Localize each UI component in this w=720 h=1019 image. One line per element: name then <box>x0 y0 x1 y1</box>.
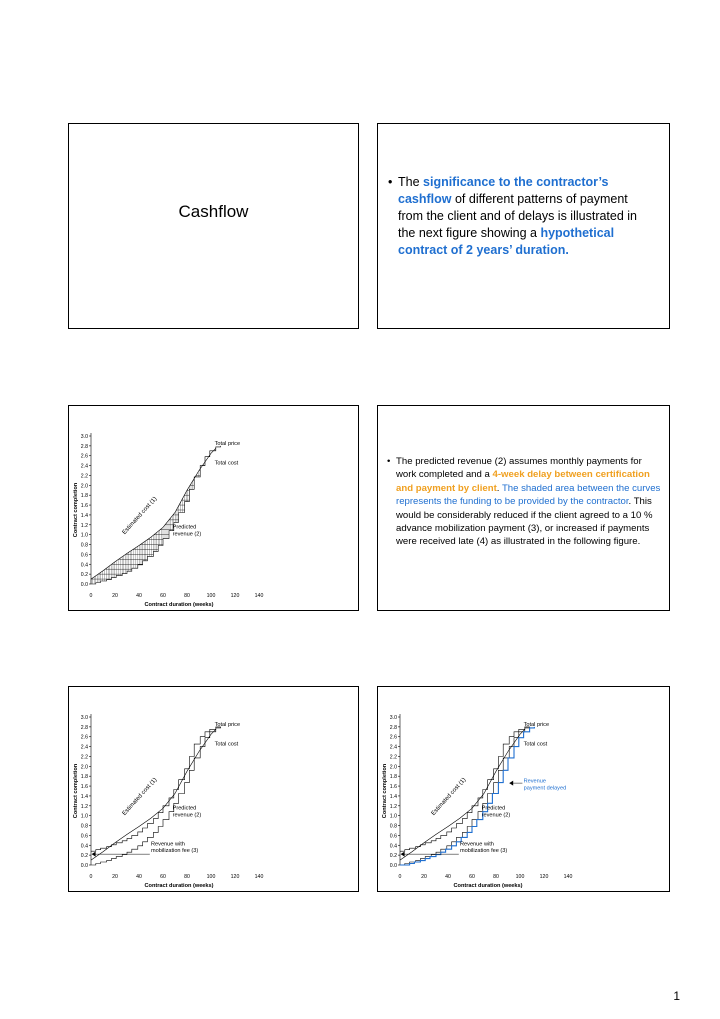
x-tick-label: 60 <box>160 593 166 599</box>
y-tick-label: 0.8 <box>80 823 88 830</box>
mobilization-arrow-head <box>92 852 96 857</box>
page-number: 1 <box>673 989 680 1003</box>
y-tick-label: 1.0 <box>80 532 88 539</box>
y-tick-label: 3.0 <box>389 715 397 721</box>
bullet-segment: significance to the contractor’s cashflow <box>398 175 609 206</box>
bullet-segment: hypothetical contract of 2 years’ duration. <box>398 226 615 257</box>
chart-payment-delayed <box>378 687 669 891</box>
y-tick-label: 3.0 <box>80 715 88 721</box>
x-tick-label: 0 <box>89 593 93 599</box>
slide-2 <box>377 123 670 329</box>
total-cost-label: Total cost <box>214 741 239 748</box>
x-tick-label: 120 <box>539 874 549 880</box>
y-tick-label: 0.2 <box>80 572 88 579</box>
x-tick-label: 40 <box>445 874 451 880</box>
y-tick-label: 2.0 <box>389 764 397 771</box>
predicted-revenue-label: Predicted <box>172 805 197 812</box>
x-tick-label: 20 <box>112 593 118 599</box>
bullet-dot: • <box>388 175 393 189</box>
x-tick-label: 0 <box>398 874 402 880</box>
x-tick-label: 120 <box>230 874 240 880</box>
y-tick-label: 1.4 <box>80 512 88 519</box>
y-tick-label: 2.6 <box>389 734 397 741</box>
x-tick-label: 80 <box>184 874 190 880</box>
y-tick-label: 0.0 <box>80 863 88 869</box>
x-tick-label: 40 <box>136 593 142 599</box>
mobilization-fee-label: Revenue with <box>460 841 494 848</box>
slide-5 <box>68 686 359 892</box>
y-axis-label: Contract completion <box>73 482 79 538</box>
estimated-cost-label: Estimated cost (1) <box>121 496 159 537</box>
y-tick-label: 2.6 <box>80 453 88 460</box>
total-price-label: Total price <box>523 721 550 728</box>
y-tick-label: 2.2 <box>80 473 88 480</box>
x-axis-label: Contract duration (weeks) <box>144 602 214 608</box>
y-tick-label: 0.6 <box>80 833 88 840</box>
y-tick-label: 1.4 <box>80 793 88 800</box>
y-tick-label: 1.8 <box>80 774 88 781</box>
estimated-cost-line <box>91 448 216 579</box>
predicted-revenue-label: revenue (2) <box>172 812 202 819</box>
y-tick-label: 2.4 <box>389 744 397 751</box>
slide-3 <box>68 405 359 611</box>
y-tick-label: 1.6 <box>80 503 88 510</box>
bullet-segment: The <box>398 175 424 189</box>
delayed-arrow-head <box>509 781 513 786</box>
total-price-label: Total price <box>214 721 241 728</box>
x-tick-label: 100 <box>206 593 216 599</box>
payment-delayed-label: Revenue <box>523 778 547 785</box>
payment-delayed-label: payment delayed <box>523 785 567 792</box>
predicted-revenue-label: revenue (2) <box>481 812 511 819</box>
y-tick-label: 2.4 <box>80 463 88 470</box>
estimated-cost-label: Estimated cost (1) <box>121 777 159 818</box>
y-tick-label: 1.2 <box>80 522 88 529</box>
mobilization-fee-label: mobilization fee (3) <box>460 848 508 855</box>
y-tick-label: 2.2 <box>389 754 397 761</box>
y-tick-label: 0.4 <box>80 562 88 569</box>
y-tick-label: 2.2 <box>80 754 88 761</box>
y-tick-label: 1.0 <box>80 813 88 820</box>
y-tick-label: 1.8 <box>389 774 397 781</box>
slide-6 <box>377 686 670 892</box>
y-tick-label: 1.8 <box>80 493 88 500</box>
x-tick-label: 60 <box>469 874 475 880</box>
y-tick-label: 0.0 <box>80 582 88 588</box>
y-tick-label: 0.8 <box>80 542 88 549</box>
chart-mobilization-fee <box>69 687 358 891</box>
y-tick-label: 0.2 <box>389 853 397 860</box>
bullet-segment: . This would be considerably reduced if the client agreed to a 10 % advance mobilization payment (3), or increased if payments were received late (4) as illustrated in the following figure. <box>396 496 653 548</box>
x-tick-label: 20 <box>421 874 427 880</box>
total-cost-label: Total cost <box>214 460 239 467</box>
x-tick-label: 100 <box>515 874 525 880</box>
mobilization-fee-label: Revenue with <box>151 841 185 848</box>
x-tick-label: 100 <box>206 874 216 880</box>
bullet-segment: The predicted revenue (2) assumes monthly payments for work completed and a <box>396 456 642 481</box>
x-axis-label: Contract duration (weeks) <box>453 883 523 889</box>
bullet-segment: . <box>496 482 502 494</box>
y-tick-label: 2.0 <box>80 764 88 771</box>
y-tick-label: 2.8 <box>389 724 397 731</box>
x-tick-label: 120 <box>230 593 240 599</box>
y-tick-label: 1.4 <box>389 793 397 800</box>
y-tick-label: 1.2 <box>80 803 88 810</box>
y-tick-label: 0.6 <box>389 833 397 840</box>
x-tick-label: 80 <box>184 593 190 599</box>
y-tick-label: 2.8 <box>80 724 88 731</box>
predicted-revenue-label: revenue (2) <box>172 531 202 538</box>
slide-4-bullet <box>387 455 661 549</box>
bullet-text <box>396 456 660 547</box>
bullet-text <box>398 175 637 257</box>
y-tick-label: 2.4 <box>80 744 88 751</box>
mobilization-fee-label: mobilization fee (3) <box>151 848 199 855</box>
y-tick-label: 1.2 <box>389 803 397 810</box>
y-axis-label: Contract completion <box>382 763 388 819</box>
bullet-segment: The shaded area between the curves represents the funding to be provided by the contractor <box>396 482 661 508</box>
slide-1 <box>68 123 359 329</box>
x-tick-label: 20 <box>112 874 118 880</box>
slide-2-bullet <box>388 174 653 259</box>
chart-cashflow-shaded <box>69 406 358 610</box>
x-tick-label: 140 <box>254 874 264 880</box>
predicted-revenue-label: Predicted <box>481 805 506 812</box>
y-tick-label: 2.6 <box>80 734 88 741</box>
bullet-dot: • <box>387 456 391 467</box>
revenue-step-line <box>91 446 221 584</box>
y-axis-label: Contract completion <box>73 763 79 819</box>
bullet-segment: of different patterns of payment from the client and of delays is illustrated in the next figure showing a <box>398 192 638 240</box>
slide-4 <box>377 405 670 611</box>
y-tick-label: 1.6 <box>80 784 88 791</box>
estimated-cost-label: Estimated cost (1) <box>430 777 468 818</box>
x-tick-label: 40 <box>136 874 142 880</box>
y-tick-label: 1.0 <box>389 813 397 820</box>
y-tick-label: 1.6 <box>389 784 397 791</box>
y-tick-label: 2.0 <box>80 483 88 490</box>
y-tick-label: 0.8 <box>389 823 397 830</box>
total-price-label: Total price <box>214 440 241 447</box>
predicted-revenue-label: Predicted <box>172 524 197 531</box>
x-tick-label: 0 <box>89 874 93 880</box>
y-tick-label: 0.4 <box>80 843 88 850</box>
y-tick-label: 0.2 <box>80 853 88 860</box>
y-tick-label: 0.4 <box>389 843 397 850</box>
slide-title: Cashflow <box>178 202 249 221</box>
y-tick-label: 2.8 <box>80 443 88 450</box>
bullet-segment: 4-week delay between certification and payment by client <box>396 469 650 494</box>
y-tick-label: 0.6 <box>80 552 88 559</box>
mobilization-arrow-head <box>401 852 405 857</box>
y-tick-label: 3.0 <box>80 434 88 440</box>
x-axis-label: Contract duration (weeks) <box>144 883 214 889</box>
total-cost-label: Total cost <box>523 741 548 748</box>
x-tick-label: 140 <box>254 593 264 599</box>
x-tick-label: 60 <box>160 874 166 880</box>
y-tick-label: 0.0 <box>389 863 397 869</box>
x-tick-label: 140 <box>563 874 573 880</box>
x-tick-label: 80 <box>493 874 499 880</box>
